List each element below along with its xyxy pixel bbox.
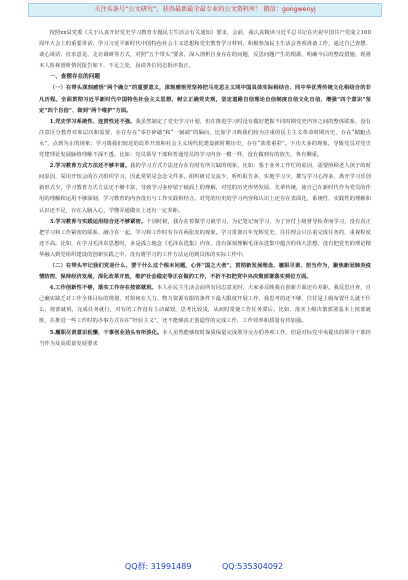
- qq-number: QQ:535304092: [222, 562, 284, 571]
- paragraph-lead: 5.履职尽责意识松懈，干事创业劲头有所淡化。: [49, 329, 163, 336]
- paragraph-lead: 1.党史学习系统性、连贯性还不强。: [49, 118, 136, 125]
- qq-group: QQ群: 31991489: [124, 562, 192, 571]
- paragraph-lead: 2.学习教育方式方法还不够丰富。: [49, 163, 131, 170]
- paragraph: 5.履职尽责意识松懈，干事创业劲头有所淡化。本人虽然能够按时保质保量完成领导交办的各项工作，但是对标党中央提出的领导干部担当作为及高质量发展要求: [39, 329, 372, 347]
- paragraph-lead: 3.学习教育与实践运用结合还不够紧密。: [49, 218, 147, 225]
- paragraph: 2.学习教育方式方法还不够丰富。我的学习方式方法还存在有时有所欠缺的现象，比如：鉴于业务工作忙的原因，需要照顾老人孩子的时间原因，采用开短会的方式组织学习，因此常常是念念文件多，组织研讨交流少，听听报告多，实地学习少，撰写学习心得多，离开学习乐创新形式少，学习教育方式方法还不够丰富，导致学习多停留于纸面上的理解，对党的历史形势发展、先辈传统，使自己在新时代作为党员的作用的理解和运用不够深刻，学习教育的内容没有与工作实践相结合。对党的历史的学习内容和认识上还存在表面化，系统性、实践性的理解和认识还不足，存在入脑入心、学懂弄通做实上还有一定差距。: [39, 163, 371, 214]
- footer-contact: [0, 560, 408, 574]
- section-heading: 一、查摆存在的问题: [49, 74, 100, 81]
- top-banner: 关注头条号“公文研究”，获得最新最全最专业的公文资料库！ 微信：gongwenyj: [28, 3, 382, 17]
- paragraph: （二）在带头牢记我们党是什么、要干什么这个根本问题，心怀“国之大者”，贯彻新发展理念，履职尽责、担当作为，聚焦新冠肺炎疫情防控、保持经济发展，深化改革开放，维护社会稳定等正在做的工作，不折不扣把党中央决策部署落实到位方面。: [39, 262, 371, 281]
- document-body: [39, 28, 371, 350]
- paragraph: （一）在带头深刻感悟“两个确立”的重要意义，深刻感悟党坚持把马克思主义同中国具体实际相结合、同中华优秀传统文化相结合的非凡历程。全面贯彻习近平新时代中国特色社会主义思想，树立正确党史观，坚定道路自信理论自信制度自信文化自信，增强“四个意识”坚定“四个自信”、做到“两个维护”方面。: [39, 85, 371, 114]
- paragraph: 1.党史学习系统性、连贯性还不强。我虽然制定了党史学习计划，但在推进学习时没有做好把握不同时期党史内容之间的整体联系，没有注意区分教育对象层次和需要，存在存在“零打碎敲”和“一锅端”的偏向，比如学习典我们较为注重的民主主义革命时期历史，存在“蜻蜓点水”，点到为止的现象；学习离我们较近的改革开放和社会主义现代化建设新时期历史，存在“浓墨重彩”。下功夫多的现象，导致党员对党史党建理论发展脉络理解不深不透。比如：党员领导干部和普通党员的学习内容一模一样，没有做到有的放矢，各有侧重。: [39, 118, 371, 159]
- paragraph-lead: 4.工作创新性不够，落实工作存在按部就班。: [49, 285, 157, 292]
- paragraph: 4.工作创新性不够，落实工作存在按部就班。本人在民主生活会前所有同志意见时，大家多反映我在创新方面还有差距。我反思自查，自己确实缺乏对工作全体目标的规划，对如何在人力、物力资源有限的条件下最大限度开展工作，我思考的还不够，往往是上级布置什么就干什么，按部就班，完成任务就行，对有的工作没有主动谋划，思考比较浅，从而时常使工作任务滞后。比如，落实上级决策部署基本上按部就班，在推进一些工作时的办事方式存在“经验主义”，还不能够真正创造性的完成工作，工作效率和质量有待加强。: [39, 285, 371, 325]
- paragraph: 3.学习教育与实践运用结合还不够紧密。个别时候，我存在着做学习就学习，为记笔记而学习，为了应付上级督导检查而学习，没有真正把学习和工作紧密的联系、融合在一起。学习和工作时有存在两张皮的现象。学习贯彻百年光辉党史，往往理会只注重完成任务的，重视程度还不高。比如，在学习毛泽东思想时，多是孤立地念《毛泽东选集》内容，没有深刻理解毛泽东选集中蕴含的伟大思想，没有把党史的理论精华融入到党组织建设的创新实践之中，没有将学习的工作方法运用到具体的实际工作中。: [39, 218, 371, 258]
- paragraph: 按照xx局党委《关于认真开好党史学习教育专题民主生活会有关通知》要求，会前，我认真精读习近平总书记在庆祝中国共产党成立100周年大会上的重要讲话、学习习近平新时代中国特色社会主义思想和党史教育学习材料，积极参加民主生活会各项准备工作，通过自己查摆、谈心谈话、征求意见、走访调研等方式，对照“五个带头”要求，深入剖析自身存在的问题，反思问题产生的根源，明确今后的整改措施，现将本人检视剖析情况报告如下，不足之处，恳请各位同志批评指正。: [39, 30, 371, 70]
